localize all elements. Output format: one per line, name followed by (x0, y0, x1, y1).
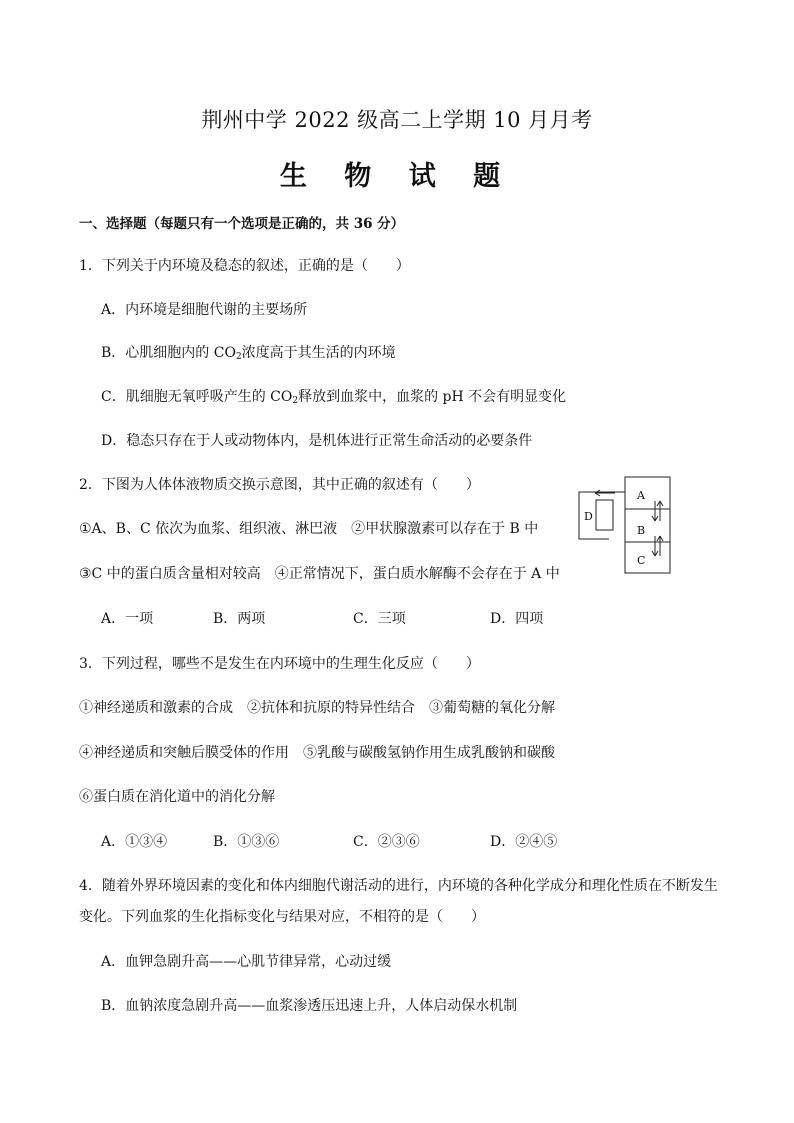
q1-option-c-text: C．肌细胞无氧呼吸产生的 CO (101, 389, 293, 405)
q3-option-d: D．②④⑤ (490, 834, 558, 850)
q3-statement-3: ⑥蛋白质在消化道中的消化分解 (79, 789, 275, 805)
q2-statement-1: ①A、B、C 依次为血浆、组织液、淋巴液 ②甲状腺激素可以存在于 B 中 (79, 521, 539, 537)
q3-statement-2: ④神经递质和突触后膜受体的作用 ⑤乳酸与碳酸氢钠作用生成乳酸钠和碳酸 (79, 745, 555, 761)
q3-option-a: A．①③④ (101, 834, 168, 850)
q1-option-b-subscript: 2 (235, 352, 242, 362)
q2-statement-2: ③C 中的蛋白质含量相对较高 ④正常情况下，蛋白质水解酶不会存在于 A 中 (79, 566, 560, 582)
diagram-label-a: A (637, 489, 645, 502)
q3-option-c: C．②③⑥ (353, 834, 420, 850)
diagram-label-d: D (584, 510, 593, 523)
exam-subtitle: 生 物 试 题 (279, 161, 515, 192)
diagram-label-c: C (637, 554, 646, 567)
q1-option-b (101, 342, 396, 362)
cell-d-box (596, 500, 613, 530)
q1-option-c (101, 386, 566, 406)
q4-option-b: B．血钠浓度急剧升高——血浆渗透压迅速上升，人体启动保水机制 (101, 998, 518, 1014)
q2-option-d: D．四项 (490, 611, 544, 627)
exam-title: 荆州中学 2022 级高二上学期 10 月月考 (201, 108, 593, 132)
q1-option-b-text-rest: 浓度高于其生活的内环境 (241, 345, 396, 361)
q4-stem-line-2: 变化。下列血浆的生化指标变化与结果对应，不相符的是（ ） (79, 909, 485, 925)
q2-option-c: C．三项 (353, 611, 406, 627)
q2-option-b: B．两项 (213, 611, 266, 627)
q2-option-a: A．一项 (101, 611, 154, 627)
q2-stem: 2．下图为人体体液物质交换示意图，其中正确的叙述有（ ） (79, 477, 480, 493)
q4-option-a: A．血钾急剧升高——心肌节律异常，心动过缓 (101, 954, 392, 970)
q1-option-c-subscript: 2 (292, 396, 299, 406)
q3-stem: 3．下列过程，哪些不是发生在内环境中的生理生化反应（ ） (79, 656, 480, 672)
q1-option-c-text-rest: 释放到血浆中，血浆的 pH 不会有明显变化 (298, 389, 567, 405)
q1-option-a: A．内环境是细胞代谢的主要场所 (101, 302, 308, 318)
section-heading: 一、选择题（每题只有一个选项是正确的，共 36 分） (79, 216, 405, 232)
diagram-label-b: B (637, 524, 646, 537)
compartment-frame (625, 477, 670, 573)
q3-statement-1: ①神经递质和激素的合成 ②抗体和抗原的特异性结合 ③葡萄糖的氧化分解 (79, 700, 555, 716)
body-fluid-exchange-diagram (575, 476, 673, 574)
q1-stem: 1．下列关于内环境及稳态的叙述，正确的是（ ） (79, 258, 410, 274)
q1-option-d: D．稳态只存在于人或动物体内，是机体进行正常生命活动的必要条件 (101, 433, 533, 449)
diagram-lines (579, 477, 670, 573)
q4-stem-line-1: 4．随着外界环境因素的变化和体内细胞代谢活动的进行，内环境的各种化学成分和理化性质在不断发生 (79, 878, 718, 894)
q1-option-b-text: B．心肌细胞内的 CO (101, 345, 236, 361)
q3-option-b: B．①③⑥ (213, 834, 280, 850)
